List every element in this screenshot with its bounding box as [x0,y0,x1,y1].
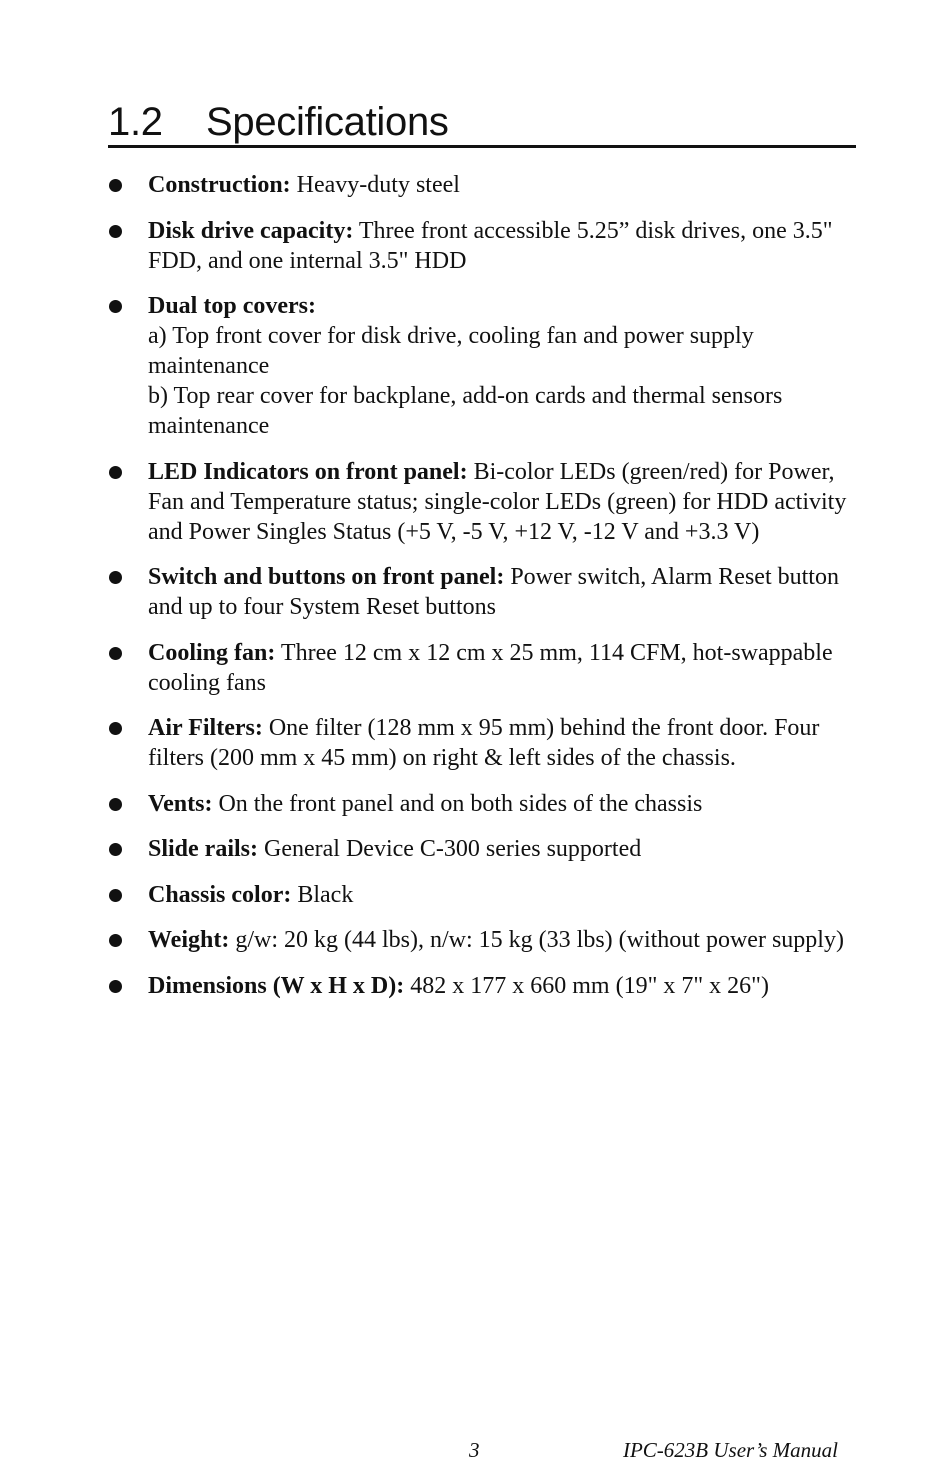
bullet-icon [109,934,122,947]
spec-text: On the front panel and on both sides of the chassis [212,790,703,817]
page-number: 3 [469,1438,480,1462]
spec-text: Three 12 cm x 12 cm x 25 mm, 114 CFM, hot-swappable cooling fans [148,639,833,696]
spec-label: Switch and buttons on front panel: [148,564,505,590]
spec-item-vents [108,789,858,819]
spec-label: Vents: [148,790,213,817]
spec-label: Dimensions (W x H x D): [148,972,405,999]
specifications-list [108,170,858,1016]
bullet-icon [109,466,122,479]
spec-item-weight [108,925,858,955]
spec-item-construction [108,170,858,200]
spec-label: Dual top covers: [148,293,316,319]
bullet-icon [109,889,122,902]
section-number: 1.2 [108,100,163,144]
spec-item-air-filters [108,713,858,773]
spec-item-led-indicators [108,457,858,547]
spec-text: Heavy-duty steel [290,172,460,198]
bullet-icon [109,571,122,584]
spec-text: Black [291,881,354,908]
spec-label: Weight: [148,927,230,953]
bullet-icon [109,225,122,238]
spec-item-switch-and-buttons [108,562,858,622]
spec-item-slide-rails [108,834,858,864]
spec-text: Bi-color LEDs (green/red) for Power, Fan and Temperature status; single-color LEDs (green) for HDD activity and Power Singles Status (+5 V, -5 V, +12 V, -12 V and +3.3 V) [148,458,847,545]
spec-text: 482 x 177 x 660 mm (19" x 7" x 26") [404,972,769,999]
spec-label: Disk drive capacity: [148,217,354,244]
bullet-icon [109,300,122,313]
spec-label: Cooling fan: [148,639,276,666]
section-heading [108,98,856,148]
spec-item-dimensions [108,971,858,1001]
bullet-icon [109,647,122,660]
spec-item-cooling-fan [108,638,858,698]
spec-subline-front-cover: a) Top front cover for disk drive, cooling fan and power supply maintenance [148,323,754,379]
bullet-icon [109,980,122,993]
bullet-icon [109,843,122,856]
spec-label: Slide rails: [148,836,259,862]
bullet-icon [109,798,122,811]
spec-item-disk-drive-capacity [108,216,858,276]
spec-label: Construction: [148,172,291,198]
manual-title: IPC-623B User’s Manual [622,1438,838,1462]
spec-label: LED Indicators on front panel: [148,458,468,485]
spec-text: g/w: 20 kg (44 lbs), n/w: 15 kg (33 lbs) (without power supply) [229,927,844,953]
spec-label: Air Filters: [148,715,263,741]
spec-text: Power switch, Alarm Reset button and up to four System Reset buttons [148,564,839,620]
spec-item-dual-top-covers [108,291,858,441]
section-heading-text [108,100,449,144]
spec-text: General Device C-300 series supported [258,836,642,862]
bullet-icon [109,722,122,735]
section-title: Specifications [206,100,449,144]
spec-subline-rear-cover: b) Top rear cover for backplane, add-on cards and thermal sensors maintenance [148,383,783,439]
spec-item-chassis-color [108,880,858,910]
spec-text: Three front accessible 5.25” disk drives, one 3.5" FDD, and one internal 3.5" HDD [148,217,833,274]
bullet-icon [109,179,122,192]
page-footer [0,1437,950,1463]
spec-label: Chassis color: [148,881,292,908]
spec-text: One filter (128 mm x 95 mm) behind the front door. Four filters (200 mm x 45 mm) on right & left sides of the chassis. [148,715,820,771]
